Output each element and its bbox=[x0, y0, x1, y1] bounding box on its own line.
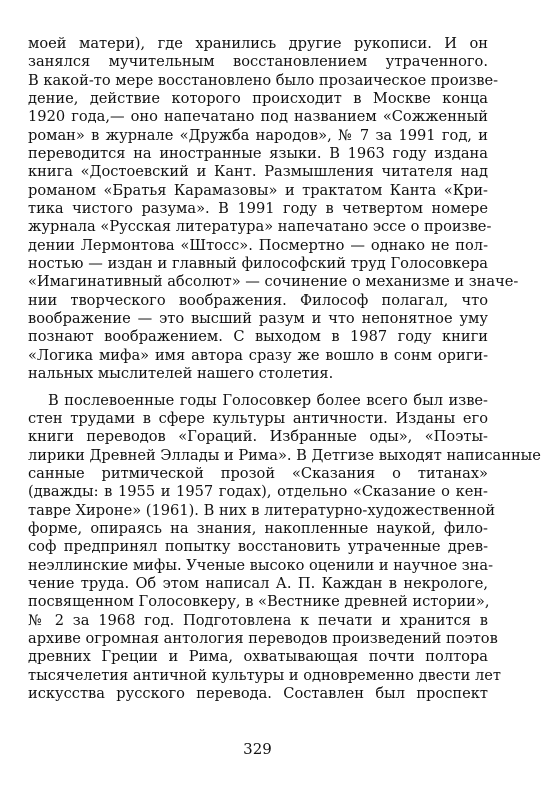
text-line: соф предпринял попытку восстановить утраченные древ- bbox=[28, 538, 488, 555]
text-line: тавре Хироне» (1961). В них в литературно-художественной bbox=[28, 502, 496, 519]
text-line: стен трудами в сфере культуры античности. Изданы его bbox=[28, 410, 488, 427]
text-line: архиве огромная антология переводов произведений поэтов bbox=[28, 630, 498, 647]
text-line: санные ритмической прозой «Сказания о титанах» bbox=[28, 465, 488, 482]
text-line: познают воображением. С выходом в 1987 году книги bbox=[28, 328, 488, 345]
text-line: дение, действие которого происходит в Москве конца bbox=[28, 90, 488, 107]
text-line: В послевоенные годы Голосовкер более всего был изве- bbox=[48, 392, 488, 409]
text-line: воображение — это высший разум и что непонятное уму bbox=[28, 310, 488, 327]
text-line: форме, опираясь на знания, накопленные наукой, фило- bbox=[28, 520, 488, 537]
text-line: роман» в журнале «Дружба народов», № 7 за 1991 год, и bbox=[28, 127, 488, 144]
text-line: тика чистого разума». В 1991 году в четвертом номере bbox=[28, 200, 488, 217]
text-line: книги переводов «Гораций. Избранные оды», «Поэты- bbox=[28, 428, 488, 445]
text-line: нии творческого воображения. Философ полагал, что bbox=[28, 292, 488, 309]
text-line: тысячелетия античной культуры и одновременно двести лет bbox=[28, 667, 501, 684]
text-line: 1920 года,— оно напечатано под названием «Сожженный bbox=[28, 108, 488, 125]
text-line: дении Лермонтова «Штосс». Посмертно — однако не пол- bbox=[28, 237, 488, 254]
text-line: «Имагинативный абсолют» — сочинение о механизме и значе- bbox=[28, 273, 519, 290]
text-line: посвященном Голосовкеру, в «Вестнике древней истории», bbox=[28, 593, 490, 610]
text-line: лирики Древней Эллады и Рима». В Детгизе выходят написанные bbox=[28, 447, 541, 464]
text-line: переводится на иностранные языки. В 1963 году издана bbox=[28, 145, 488, 162]
text-line: ностью — издан и главный философский труд Голосовкера bbox=[28, 255, 488, 272]
text-line: «Логика мифа» имя автора сразу же вошло в сонм ориги- bbox=[28, 347, 488, 364]
text-line: (дважды: в 1955 и 1957 годах), отдельно «Сказание о кен- bbox=[28, 483, 488, 500]
text-line: моей матери), где хранились другие рукописи. И он bbox=[28, 35, 488, 52]
text-line: искусства русского перевода. Составлен был проспект bbox=[28, 685, 488, 702]
text-line: неэллинские мифы. Ученые высоко оценили и научное зна- bbox=[28, 557, 494, 574]
text-line: занялся мучительным восстановлением утраченного. bbox=[28, 53, 488, 70]
text-line: нальных мыслителей нашего столетия. bbox=[28, 365, 334, 382]
text-line: чение труда. Об этом написал А. П. Каждан в некрологе, bbox=[28, 575, 488, 592]
text-line: журнала «Русская литература» напечатано эссе о произве- bbox=[28, 218, 492, 235]
text-line: № 2 за 1968 год. Подготовлена к печати и хранится в bbox=[28, 612, 488, 629]
text-line: романом «Братья Карамазовы» и трактатом Канта «Кри- bbox=[28, 182, 488, 199]
text-line: древних Греции и Рима, охватывающая почти полтора bbox=[28, 648, 488, 665]
text-line: В какой-то мере восстановлено было прозаическое произве- bbox=[28, 72, 499, 89]
text-line: книга «Достоевский и Кант. Размышления читателя над bbox=[28, 163, 488, 180]
page-number: 329 bbox=[243, 740, 272, 758]
